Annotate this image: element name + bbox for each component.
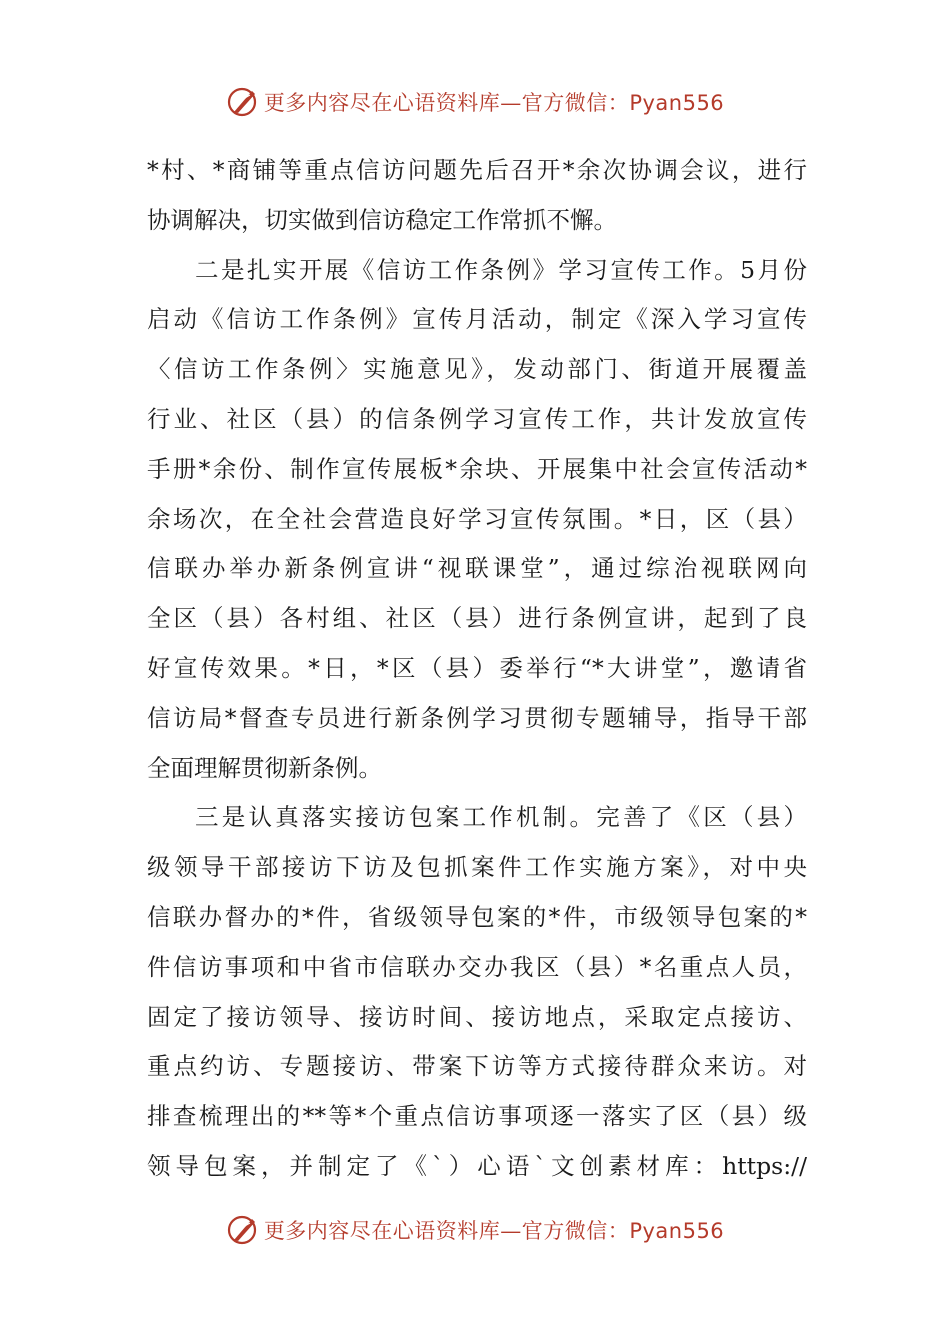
document-body bbox=[147, 146, 807, 1192]
text-line: 信联办举办新条例宣讲“视联课堂”，通过综治视联网向 bbox=[147, 554, 807, 583]
text-line: 协调解决，切实做到信访稳定工作常抓不懈。 bbox=[147, 205, 617, 234]
paragraph-start-line: 二是扎实开展《信访工作条例》学习宣传工作。5月份 bbox=[195, 255, 807, 284]
text-line: *村、*商铺等重点信访问题先后召开*余次协调会议，进行 bbox=[147, 156, 807, 184]
text-line: 行业、社区（县）的信条例学习宣传工作，共计发放宣传 bbox=[147, 404, 807, 433]
text-line: 重点约访、专题接访、带案下访等方式接待群众来访。对 bbox=[147, 1052, 807, 1081]
text-line: 启动《信访工作条例》宣传月活动，制定《深入学习宣传 bbox=[147, 305, 807, 334]
header-wechat-id: Pyan556 bbox=[629, 91, 725, 115]
header-brand-text: 更多内容尽在心语资料库—官方微信：Pyan556 bbox=[263, 91, 725, 115]
text-line: 全区（县）各村组、社区（县）进行条例宣讲，起到了良 bbox=[147, 604, 807, 633]
footer-banner bbox=[0, 1210, 950, 1250]
text-line: 全面理解贯彻新条例。 bbox=[147, 753, 382, 782]
paragraph-start-line: 三是认真落实接访包案工作机制。完善了《区（县） bbox=[195, 803, 807, 832]
header-banner bbox=[0, 82, 950, 122]
text-line: 件信访事项和中省市信联办交办我区（县）*名重点人员， bbox=[147, 952, 807, 981]
text-line: 固定了接访领导、接访时间、接访地点，采取定点接访、 bbox=[147, 1002, 807, 1031]
text-line: 排查梳理出的**等*个重点信访事项逐一落实了区（县）级 bbox=[147, 1102, 807, 1131]
text-line: 信联办督办的*件，省级领导包案的*件，市级领导包案的* bbox=[147, 902, 807, 931]
footer-wechat-id: Pyan556 bbox=[629, 1219, 725, 1243]
text-line: 〈信访工作条例〉实施意见》，发动部门、街道开展覆盖 bbox=[147, 355, 807, 384]
footer-brand-text: 更多内容尽在心语资料库—官方微信：Pyan556 bbox=[263, 1219, 725, 1243]
text-line: 余场次，在全社会营造良好学习宣传氛围。*日，区（县） bbox=[147, 504, 807, 533]
quill-logo-icon bbox=[226, 85, 260, 119]
text-line: 信访局*督查专员进行新条例学习贯彻专题辅导，指导干部 bbox=[147, 703, 807, 732]
text-line: 级领导干部接访下访及包抓案件工作实施方案》，对中央 bbox=[147, 853, 807, 882]
quill-logo-icon bbox=[226, 1213, 260, 1247]
text-line: 手册*余份、制作宣传展板*余块、开展集中社会宣传活动* bbox=[147, 454, 807, 483]
text-line: 好宣传效果。*日，*区（县）委举行“*大讲堂”，邀请省 bbox=[147, 653, 807, 682]
text-line: 领导包案，并制定了《`）心语`文创素材库：https:// bbox=[147, 1151, 807, 1180]
